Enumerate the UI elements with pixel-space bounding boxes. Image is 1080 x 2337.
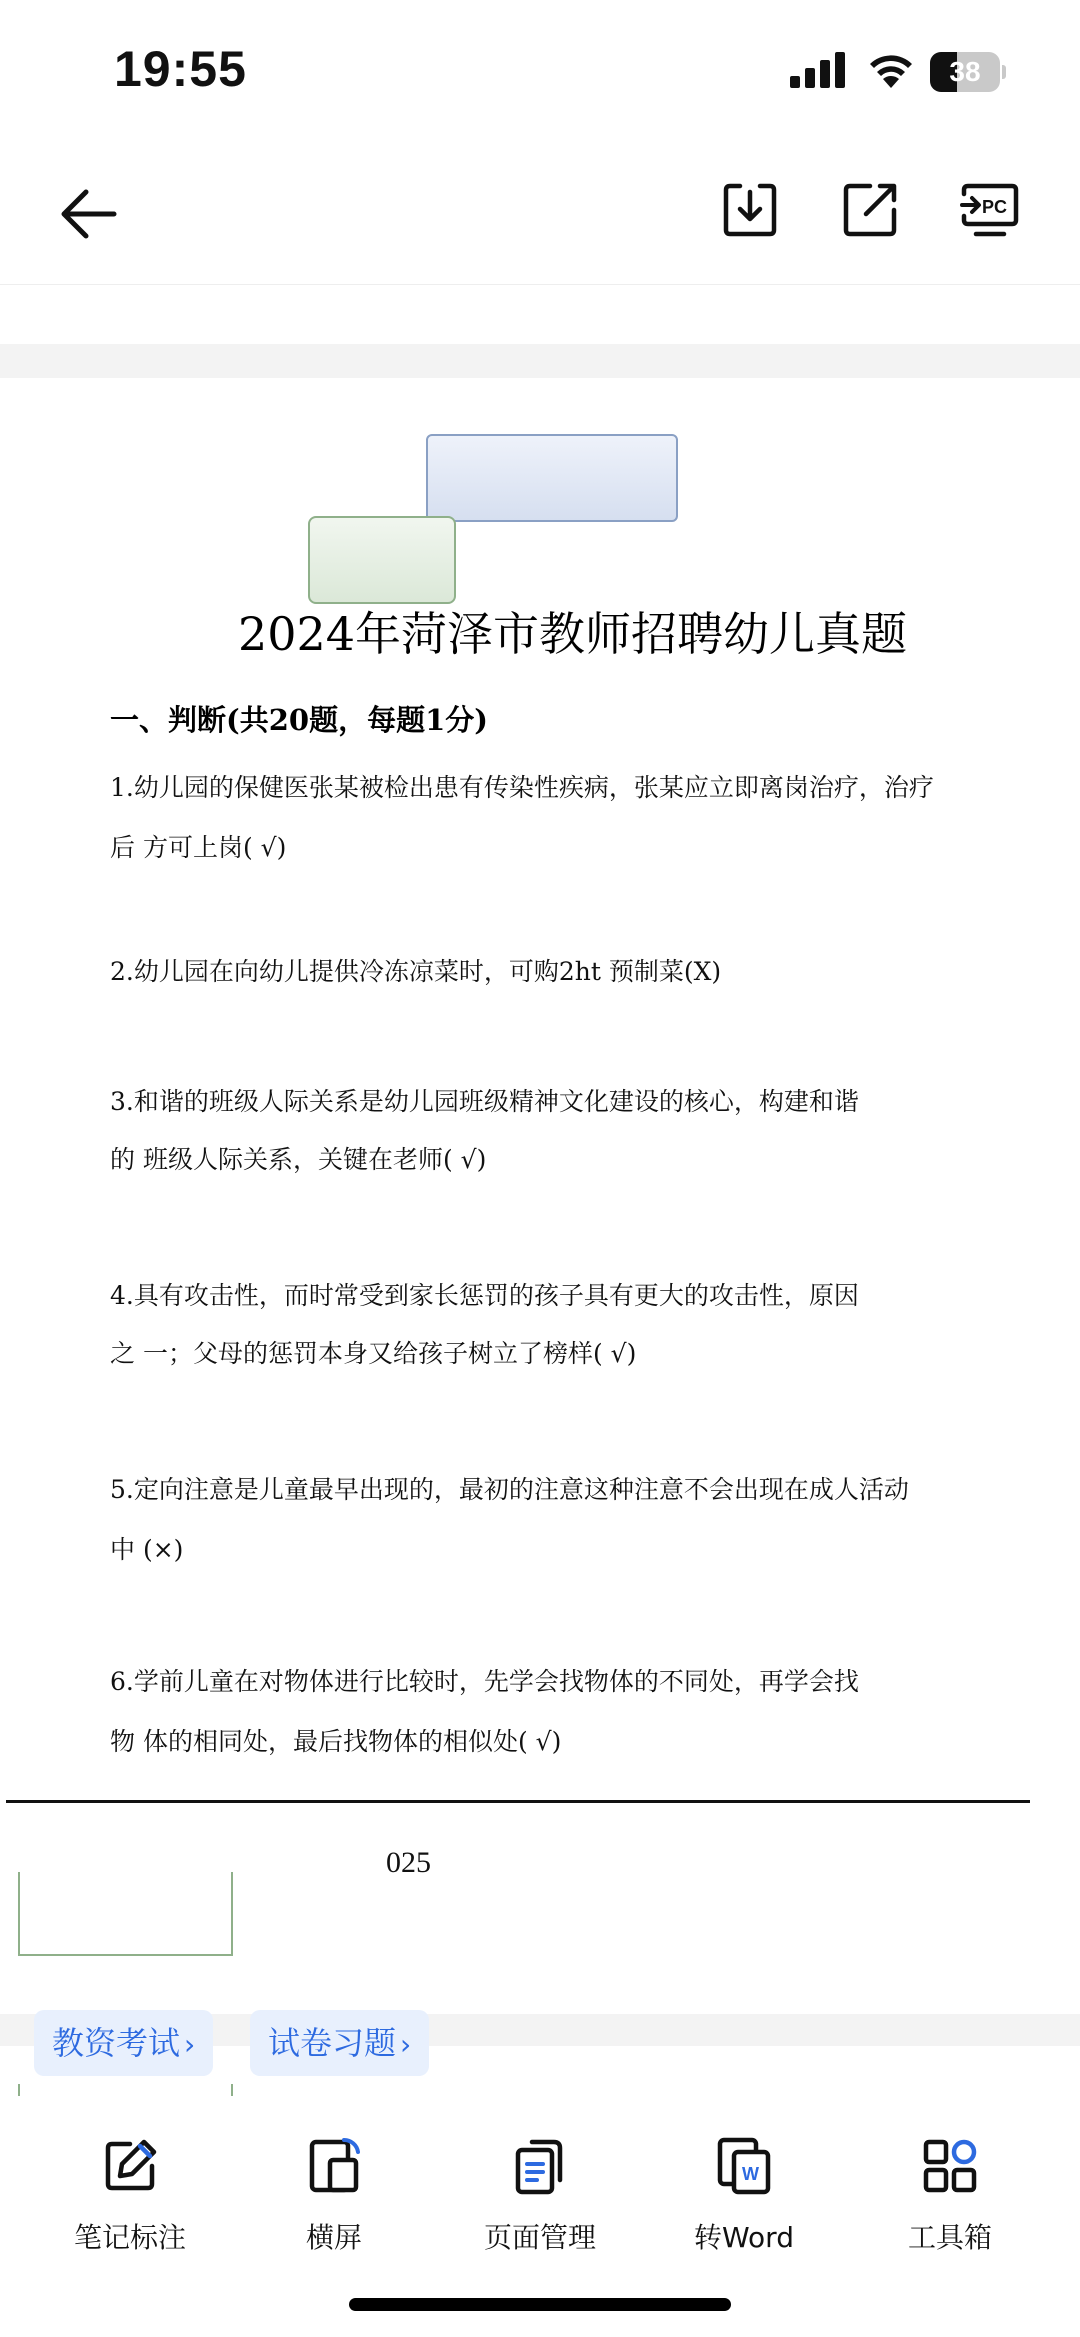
doc-decor-line bbox=[231, 2084, 233, 2096]
question-text: 物 体的相同处，最后找物体的相似处( √) bbox=[110, 1727, 562, 1756]
page-manage-icon bbox=[510, 2136, 570, 2196]
question-text: 中 (×) bbox=[110, 1535, 184, 1564]
top-toolbar bbox=[0, 150, 1080, 285]
download-button[interactable] bbox=[714, 174, 786, 246]
tool-label: 页面管理 bbox=[483, 2221, 596, 2254]
battery-percentage: 38 bbox=[949, 56, 981, 87]
tool-toolbox[interactable] bbox=[860, 2136, 1040, 2266]
pc-label: PC bbox=[982, 197, 1008, 217]
tool-convert-word[interactable] bbox=[654, 2136, 834, 2266]
tool-landscape[interactable] bbox=[244, 2136, 424, 2266]
tag-chip-exam-papers[interactable] bbox=[250, 2010, 429, 2076]
tag-chip-teacher-exam[interactable] bbox=[34, 2010, 213, 2076]
toolbox-grid-icon bbox=[920, 2136, 980, 2196]
question-text: 4.具有攻击性，而时常受到家长惩罚的孩子具有更大的攻击性，原因 bbox=[110, 1281, 859, 1310]
chevron-right-icon: › bbox=[184, 2028, 196, 2061]
question-text: 6.学前儿童在对物体进行比较时，先学会找物体的不同处，再学会找 bbox=[110, 1667, 859, 1696]
home-indicator[interactable] bbox=[349, 2298, 731, 2311]
download-icon bbox=[722, 182, 778, 238]
share-button[interactable] bbox=[834, 174, 906, 246]
chevron-right-icon: › bbox=[400, 2028, 412, 2061]
tool-label: 工具箱 bbox=[907, 2221, 992, 2254]
section-heading: 一、判断(共20题，每题1分) bbox=[110, 703, 488, 737]
back-button[interactable] bbox=[52, 178, 124, 250]
battery-icon bbox=[930, 52, 1006, 92]
page-number: 025 bbox=[386, 1846, 431, 1879]
tool-page-manage[interactable] bbox=[450, 2136, 630, 2266]
document-title: 2024年菏泽市教师招聘幼儿真题 bbox=[237, 607, 908, 661]
question-text: 2.幼儿园在向幼儿提供冷冻凉菜时，可购2ht 预制菜(X) bbox=[110, 957, 722, 986]
status-bar bbox=[0, 0, 1080, 140]
chip-label: 教资考试 bbox=[52, 2024, 181, 2062]
note-edit-icon bbox=[100, 2136, 160, 2196]
page-gap bbox=[0, 344, 1080, 378]
status-time: 19:55 bbox=[114, 41, 247, 97]
cellular-signal-icon bbox=[790, 52, 846, 88]
doc-decor-shape bbox=[426, 434, 678, 522]
doc-decor-line bbox=[18, 2084, 20, 2096]
landscape-rotate-icon bbox=[304, 2136, 364, 2196]
doc-decor-shape bbox=[308, 516, 456, 604]
question-text: 的 班级人际关系，关键在老师( √) bbox=[110, 1145, 487, 1174]
back-arrow-icon bbox=[58, 188, 118, 240]
chip-label: 试卷习题 bbox=[268, 2024, 397, 2062]
question-text: 后 方可上岗( √) bbox=[110, 833, 287, 862]
share-icon bbox=[842, 182, 898, 238]
tool-label: 转Word bbox=[694, 2221, 794, 2254]
question-text: 1.幼儿园的保健医张某被检出患有传染性疾病，张某应立即离岗治疗，治疗 bbox=[110, 773, 934, 802]
doc-decor-box bbox=[18, 1872, 233, 1956]
question-text: 之 一；父母的惩罚本身又给孩子树立了榜样( √) bbox=[110, 1339, 637, 1368]
question-text: 5.定向注意是儿童最早出现的，最初的注意这种注意不会出现在成人活动 bbox=[110, 1475, 909, 1504]
cast-to-pc-button[interactable] bbox=[954, 174, 1026, 246]
wifi-icon bbox=[866, 50, 916, 90]
svg-text:W: W bbox=[742, 2164, 759, 2184]
page-divider bbox=[6, 1800, 1030, 1803]
tool-label: 笔记标注 bbox=[73, 2221, 186, 2254]
tool-label: 横屏 bbox=[305, 2221, 362, 2254]
word-convert-icon bbox=[714, 2136, 774, 2196]
tool-note-annotate[interactable] bbox=[40, 2136, 220, 2266]
cast-to-pc-icon bbox=[960, 182, 1020, 238]
question-text: 3.和谐的班级人际关系是幼儿园班级精神文化建设的核心，构建和谐 bbox=[110, 1087, 859, 1116]
